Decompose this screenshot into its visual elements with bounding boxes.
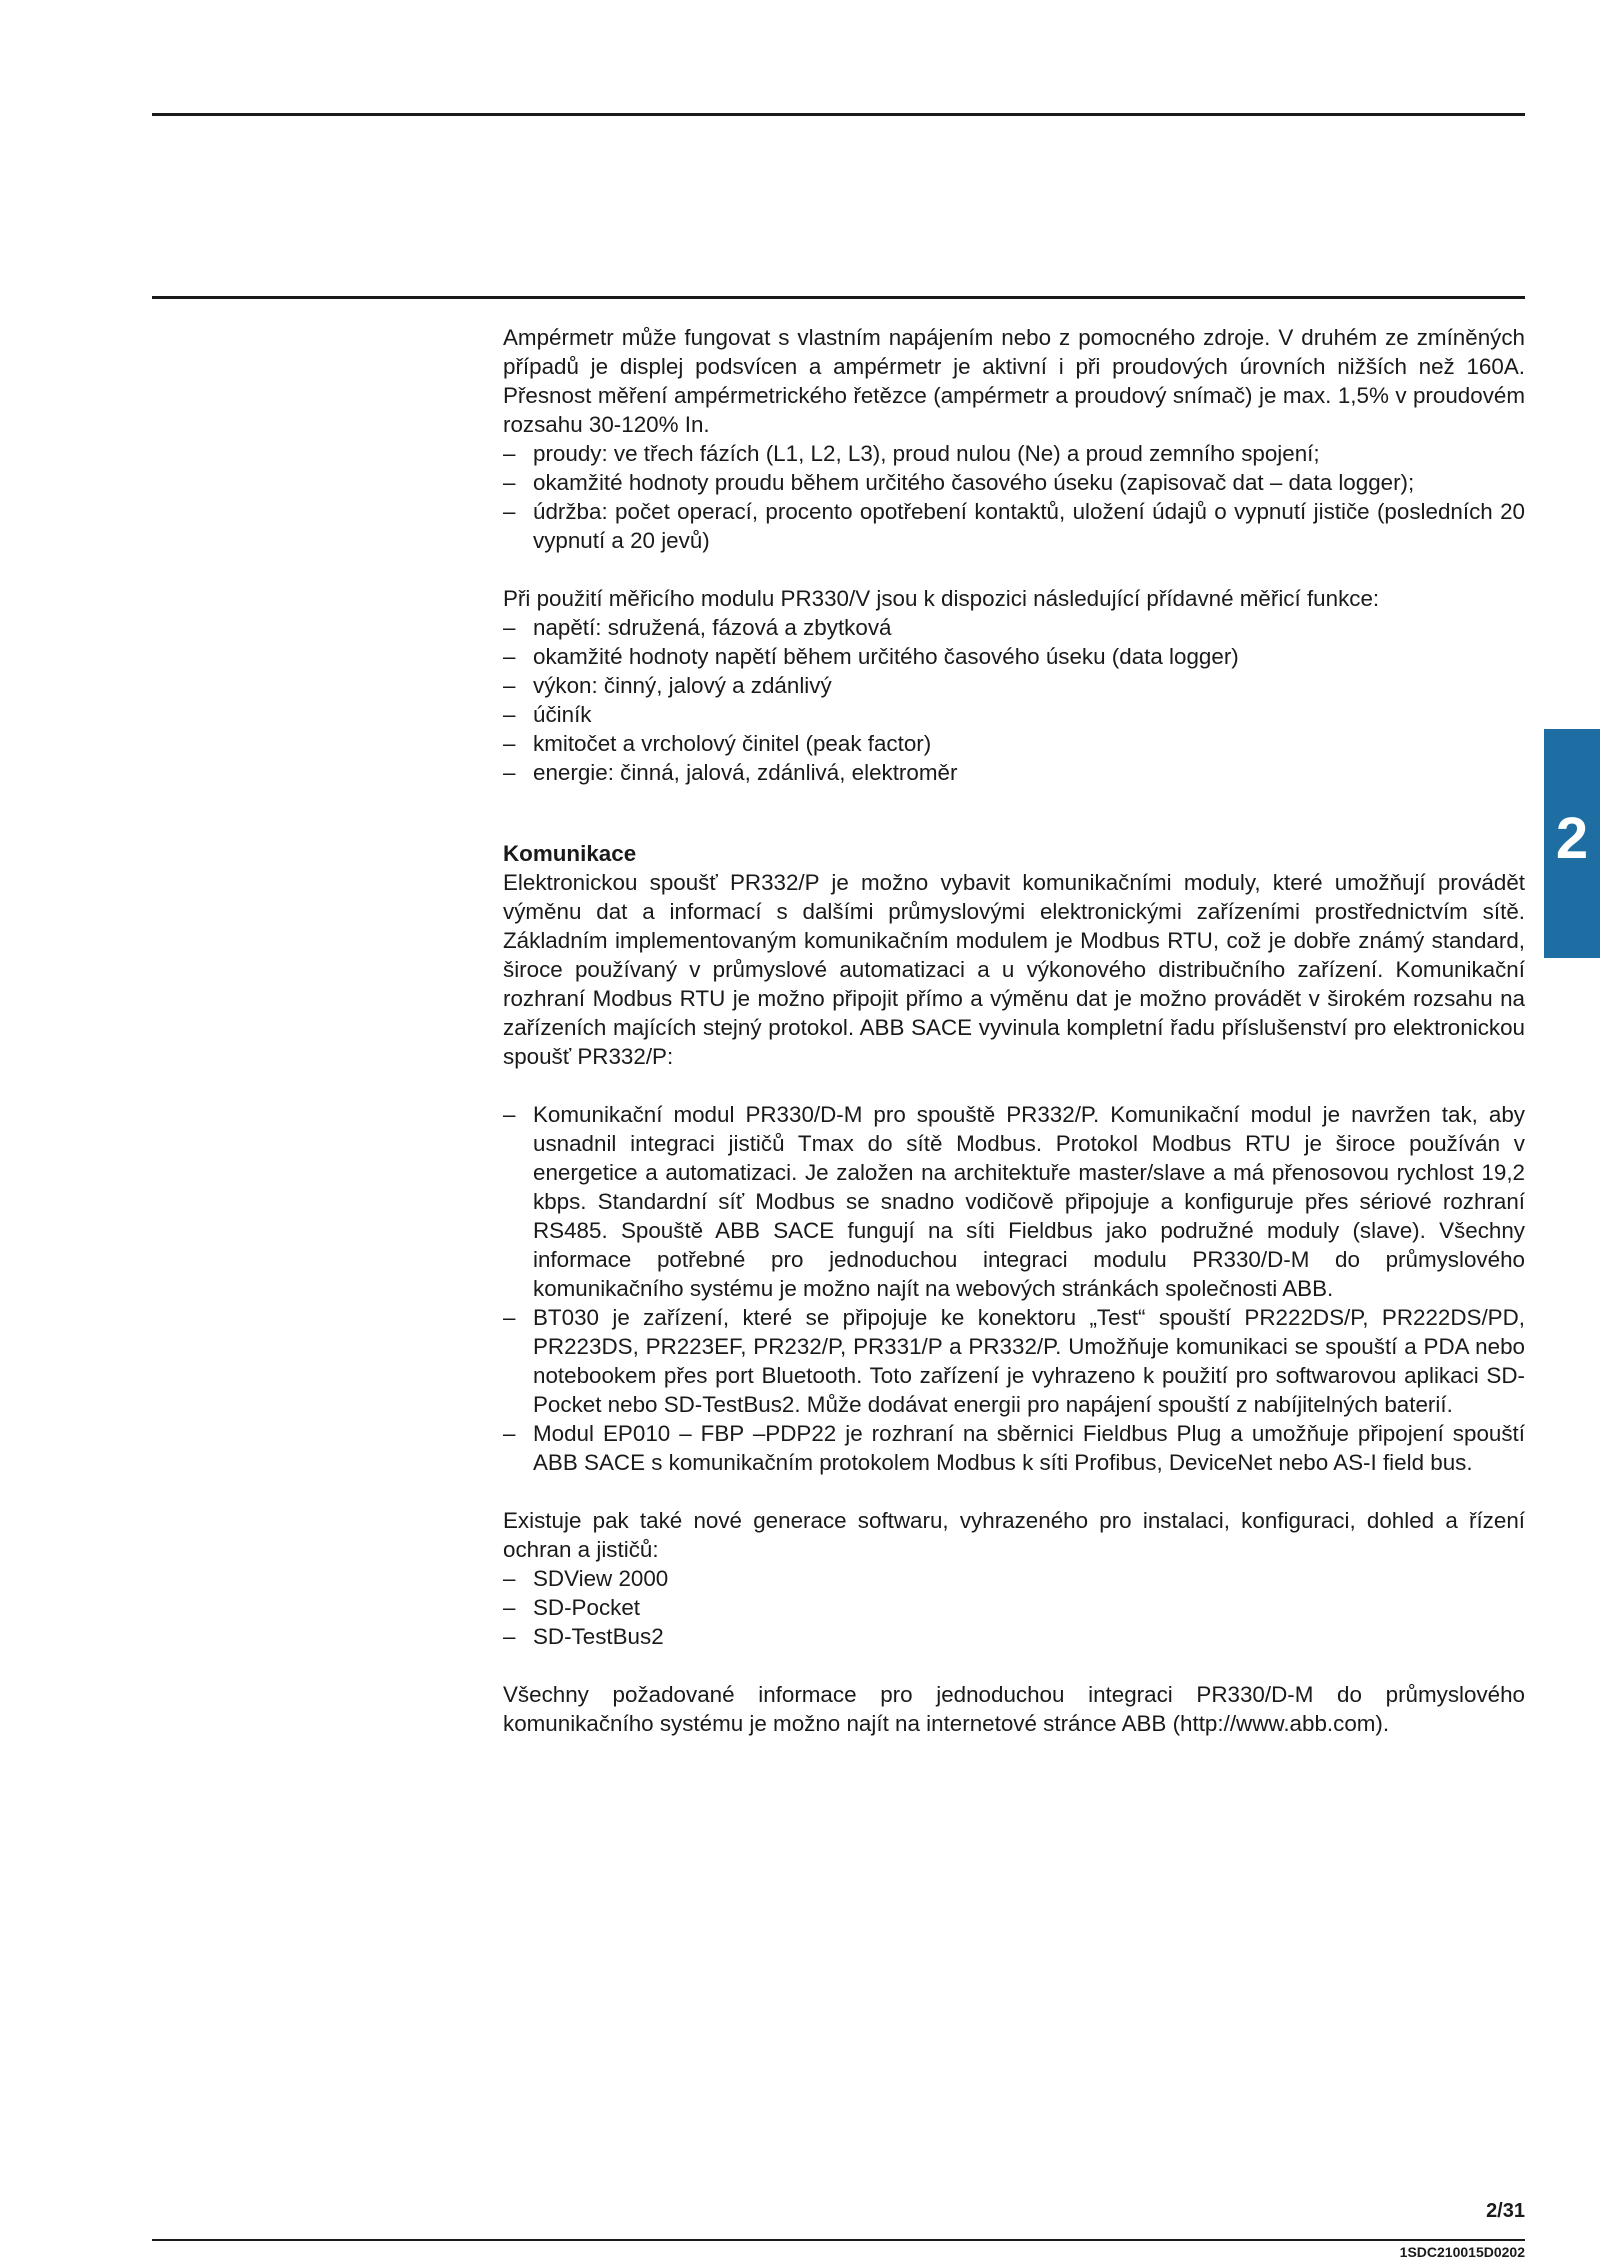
footer-rule [152, 2239, 1525, 2241]
communication-paragraph: Elektronickou spoušť PR332/P je možno vybavit komunikačními moduly, které umožňují provádět výměnu dat a informací s dalšími průmyslovými elektronickými zařízeními prostřednictvím sítě. Základním implementovaným komunikačním modulem je Modbus RTU, což je dobře známý standard, široce používaný v průmyslové automatizaci a u výkonového distribučního zařízení. Komunikační rozhraní Modbus RTU je možno připojit přímo a výměnu dat je možno provádět v širokém rozsahu na zařízeních majících stejný protokol. ABB SACE vyvinula kompletní řadu příslušenství pro elektronickou spoušť PR332/P: [503, 870, 1525, 1069]
header-top-rule [152, 113, 1525, 116]
list-item: – BT030 je zařízení, které se připojuje ke konektoru „Test“ spouští PR222DS/P, PR222DS/PD, PR223DS, PR223EF, PR232/P, PR331/P a PR332/P. Umožňuje komunikaci se spouští a PDA nebo notebookem přes port Bluetooth. Toto zařízení je vyhrazeno k použití pro softwarovou aplikaci SD-Pocket nebo SD-TestBus2. Může dodávat energii pro napájení spouští z nabíjitelných baterií. [503, 1303, 1525, 1419]
list-item: – proudy: ve třech fázích (L1, L2, L3), proud nulou (Ne) a proud zemního spojení; [503, 439, 1525, 468]
list-item: – Komunikační modul PR330/D-M pro spouště PR332/P. Komunikační modul je navržen tak, aby usnadnil integraci jističů Tmax do sítě Modbus. Protokol Modbus RTU je široce používán v energetice a automatizaci. Je založen na architektuře master/slave a má přenosovou rychlost 19,2 kbps. Standardní síť Modbus se snadno vodičově připojuje a konfiguruje přes sériové rozhraní RS485. Spouště ABB SACE fungují na síti Fieldbus jako podružné moduly (slave). Všechny informace potřebné pro jednoduchou integraci modulu PR330/D-M do průmyslového komunikačního systému je možno najít na webových stránkách společnosti ABB. [503, 1100, 1525, 1303]
list-item: – energie: činná, jalová, zdánlivá, elektroměr [503, 758, 1525, 787]
page-number: 2/31 [1486, 2200, 1525, 2222]
list-item: – SDView 2000 [503, 1564, 1525, 1593]
pr330v-list [503, 613, 1525, 787]
software-paragraph: Existuje pak také nové generace softwaru, vyhrazeného pro instalaci, konfiguraci, dohled a řízení ochran a jističů: [503, 1508, 1525, 1562]
list-item: – kmitočet a vrcholový činitel (peak factor) [503, 729, 1525, 758]
chapter-number: 2 [1555, 806, 1589, 871]
main-content [503, 323, 1525, 1738]
software-list [503, 1564, 1525, 1651]
final-paragraph: Všechny požadované informace pro jednoduchou integraci PR330/D-M do průmyslového komunikačního systému je možno najít na internetové stránce ABB (http://www.abb.com). [503, 1682, 1525, 1736]
list-item: – okamžité hodnoty proudu během určitého časového úseku (zapisovač dat – data logger); [503, 468, 1525, 497]
list-item: – napětí: sdružená, fázová a zbytková [503, 613, 1525, 642]
intro-paragraph: Ampérmetr může fungovat s vlastním napájením nebo z pomocného zdroje. V druhém ze zmíněných případů je displej podsvícen a ampérmetr je aktivní i při proudových úrovních nižších než 160A. Přesnost měření ampérmetrického řetězce (ampérmetr a proudový snímač) je max. 1,5% v proudovém rozsahu 30-120% In. [503, 325, 1525, 437]
pr330v-paragraph: Při použití měřicího modulu PR330/V jsou k dispozici následující přídavné měřicí funkce: [503, 586, 1380, 611]
list-item: – SD-TestBus2 [503, 1622, 1525, 1651]
intro-list [503, 439, 1525, 555]
list-item: – SD-Pocket [503, 1593, 1525, 1622]
list-item: – údržba: počet operací, procento opotřebení kontaktů, uložení údajů o vypnutí jističe (posledních 20 vypnutí a 20 jevů) [503, 497, 1525, 555]
document-code: 1SDC210015D0202 [1399, 2244, 1525, 2260]
section-heading: Komunikace [503, 841, 637, 866]
communication-list [503, 1100, 1525, 1477]
list-item: – okamžité hodnoty napětí během určitého časového úseku (data logger) [503, 642, 1525, 671]
chapter-tab [1544, 729, 1600, 958]
list-item: – účiník [503, 700, 1525, 729]
list-item: – Modul EP010 – FBP –PDP22 je rozhraní na sběrnici Fieldbus Plug a umožňuje připojení spouští ABB SACE s komunikačním protokolem Modbus k síti Profibus, DeviceNet nebo AS-I field bus. [503, 1419, 1525, 1477]
header-bottom-rule [152, 296, 1525, 299]
list-item: – výkon: činný, jalový a zdánlivý [503, 671, 1525, 700]
